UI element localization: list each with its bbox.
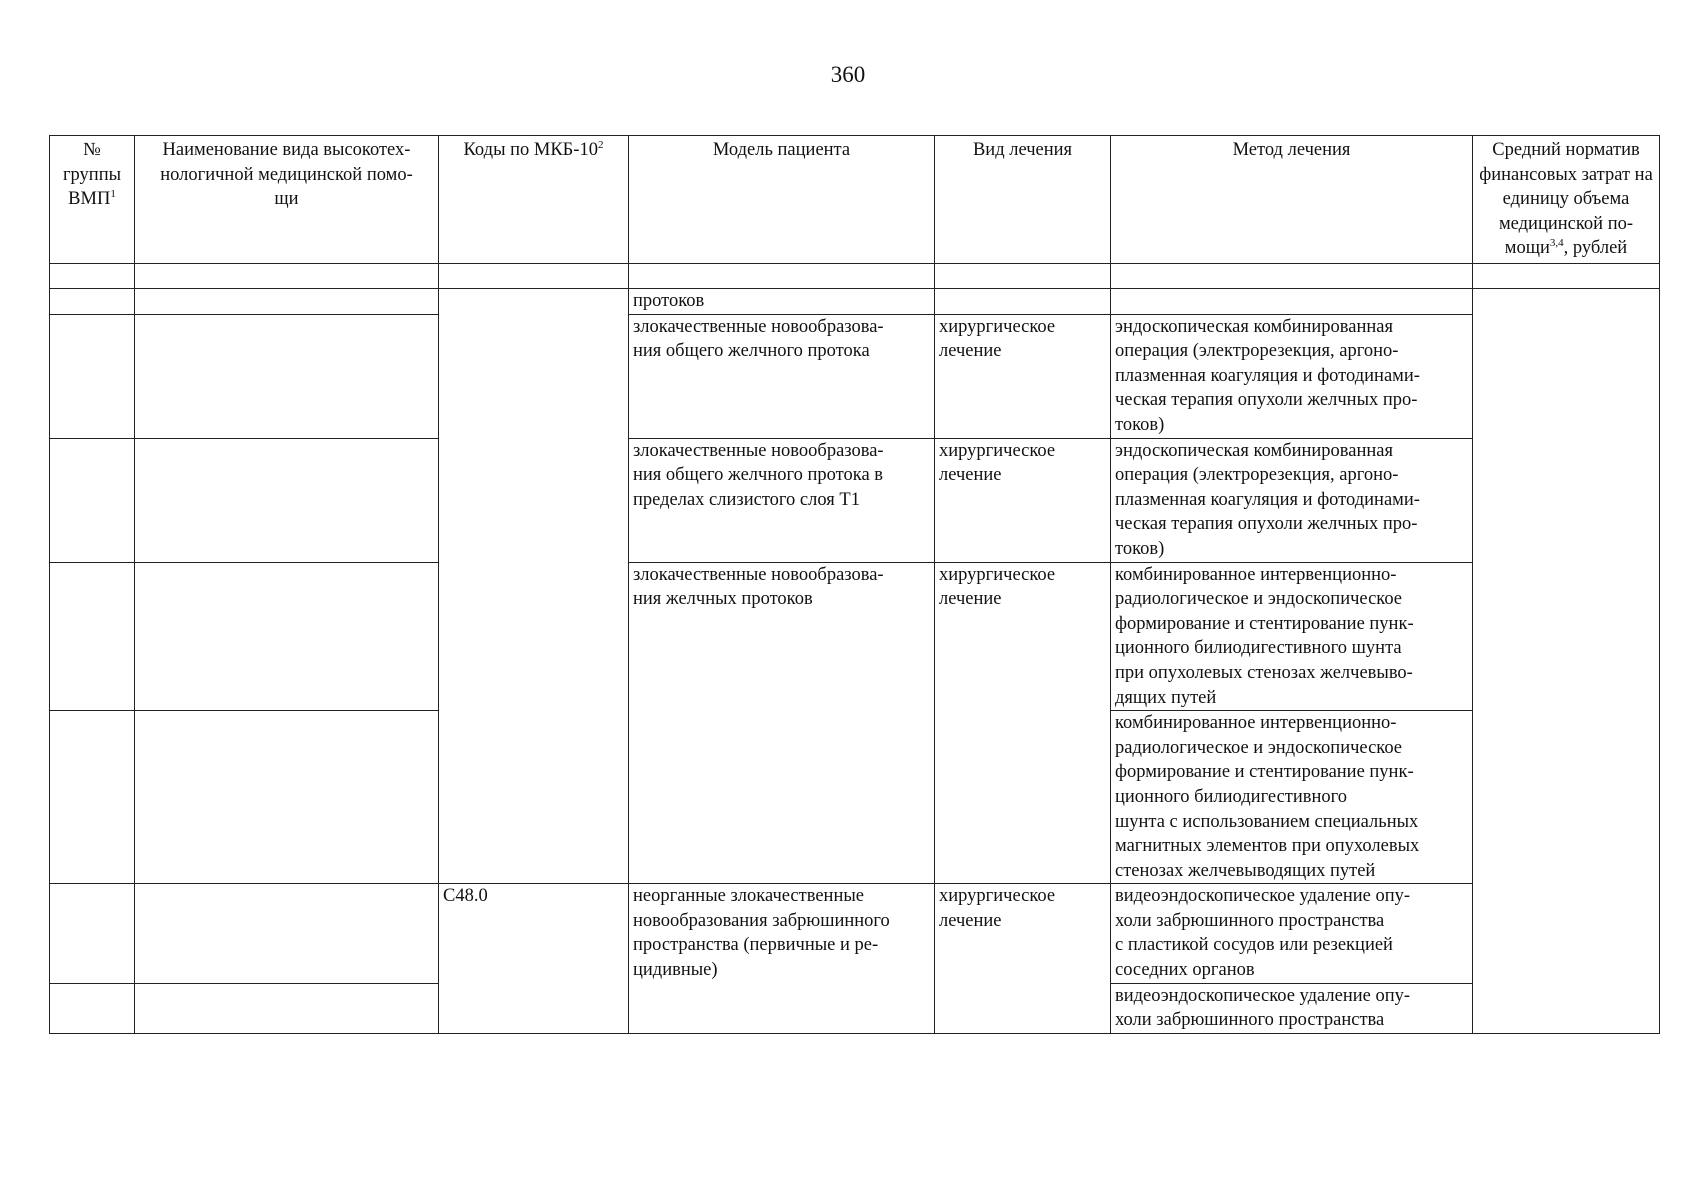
header-avg-cost: Средний норматив финансовых затрат на единицу объема медицинской по- мощи$^{3,4}$, рублей [1473, 136, 1660, 264]
page-number: 360 [830, 62, 866, 87]
care-name-cell [135, 562, 439, 711]
treatment-type-cell: хирургическое лечение [935, 314, 1111, 438]
table-row [50, 288, 1660, 314]
care-name-cell [135, 288, 439, 314]
table-row [50, 438, 1660, 562]
care-name-cell [135, 314, 439, 438]
spacer-cell [935, 263, 1111, 288]
table-row [50, 562, 1660, 711]
table-header-row [50, 136, 1660, 264]
group-no-cell [50, 288, 135, 314]
group-no-cell [50, 983, 135, 1033]
patient-model-cell: злокачественные новообразова- ния общего желчного протока [629, 314, 935, 438]
icd-cell: С48.0 [439, 884, 629, 1034]
spacer-cell [1111, 263, 1473, 288]
patient-model-cell: неорганные злокачественные новообразования забрюшинного пространства (первичные и ре- цидивные) [629, 884, 935, 1034]
table-row [50, 314, 1660, 438]
treatment-type-cell [935, 288, 1111, 314]
care-name-cell [135, 711, 439, 884]
treatment-method-cell: комбинированное интервенционно- радиологическое и эндоскопическое формирование и стентирование пунк- ционного билиодигестивного шунта с использованием специальных магнитных элементов при опухолевых стенозах желчевыводящих путей [1111, 711, 1473, 884]
spacer-cell [1473, 263, 1660, 288]
header-care-name: Наименование вида высокотех- нологичной медицинской помо- щи [135, 136, 439, 264]
care-name-cell [135, 983, 439, 1033]
treatment-method-cell: эндоскопическая комбинированная операция (электрорезекция, аргоно- плазменная коагуляция и фотодинами- ческая терапия опухоли желчных про- токов) [1111, 314, 1473, 438]
spacer-cell [629, 263, 935, 288]
treatment-type-cell: хирургическое лечение [935, 884, 1111, 1034]
vmp-table [49, 135, 1660, 1034]
spacer-cell [50, 263, 135, 288]
treatment-type-cell: хирургическое лечение [935, 438, 1111, 562]
care-name-cell [135, 438, 439, 562]
treatment-method-cell: видеоэндоскопическое удаление опу- холи забрюшинного пространства с пластикой сосудов или резекцией соседних органов [1111, 884, 1473, 983]
header-treatment-method: Метод лечения [1111, 136, 1473, 264]
treatment-type-cell: хирургическое лечение [935, 562, 1111, 884]
icd-cell [439, 288, 629, 883]
group-no-cell [50, 884, 135, 983]
treatment-method-cell: видеоэндоскопическое удаление опу- холи забрюшинного пространства [1111, 983, 1473, 1033]
group-no-cell [50, 711, 135, 884]
table-row [50, 884, 1660, 983]
patient-model-cell: злокачественные новообразова- ния желчных протоков [629, 562, 935, 884]
header-icd-codes: Коды по МКБ-$10^2$ [439, 136, 629, 264]
header-group-no: № группы ВМП$^1$ [50, 136, 135, 264]
spacer-cell [439, 263, 629, 288]
avg-cost-cell [1473, 288, 1660, 1033]
header-treatment-type: Вид лечения [935, 136, 1111, 264]
spacer-cell [135, 263, 439, 288]
treatment-method-cell [1111, 288, 1473, 314]
treatment-method-cell: эндоскопическая комбинированная операция (электрорезекция, аргоно- плазменная коагуляция и фотодинами- ческая терапия опухоли желчных про- токов) [1111, 438, 1473, 562]
treatment-method-cell: комбинированное интервенционно- радиологическое и эндоскопическое формирование и стентирование пунк- ционного билиодигестивного шунта при опухолевых стенозах желчевыво- дящих путей [1111, 562, 1473, 711]
header-spacer-row [50, 263, 1660, 288]
patient-model-cell: злокачественные новообразова- ния общего желчного протока в пределах слизистого слоя Т1 [629, 438, 935, 562]
group-no-cell [50, 314, 135, 438]
patient-model-cell: протоков [629, 288, 935, 314]
group-no-cell [50, 438, 135, 562]
care-name-cell [135, 884, 439, 983]
group-no-cell [50, 562, 135, 711]
header-patient-model: Модель пациента [629, 136, 935, 264]
